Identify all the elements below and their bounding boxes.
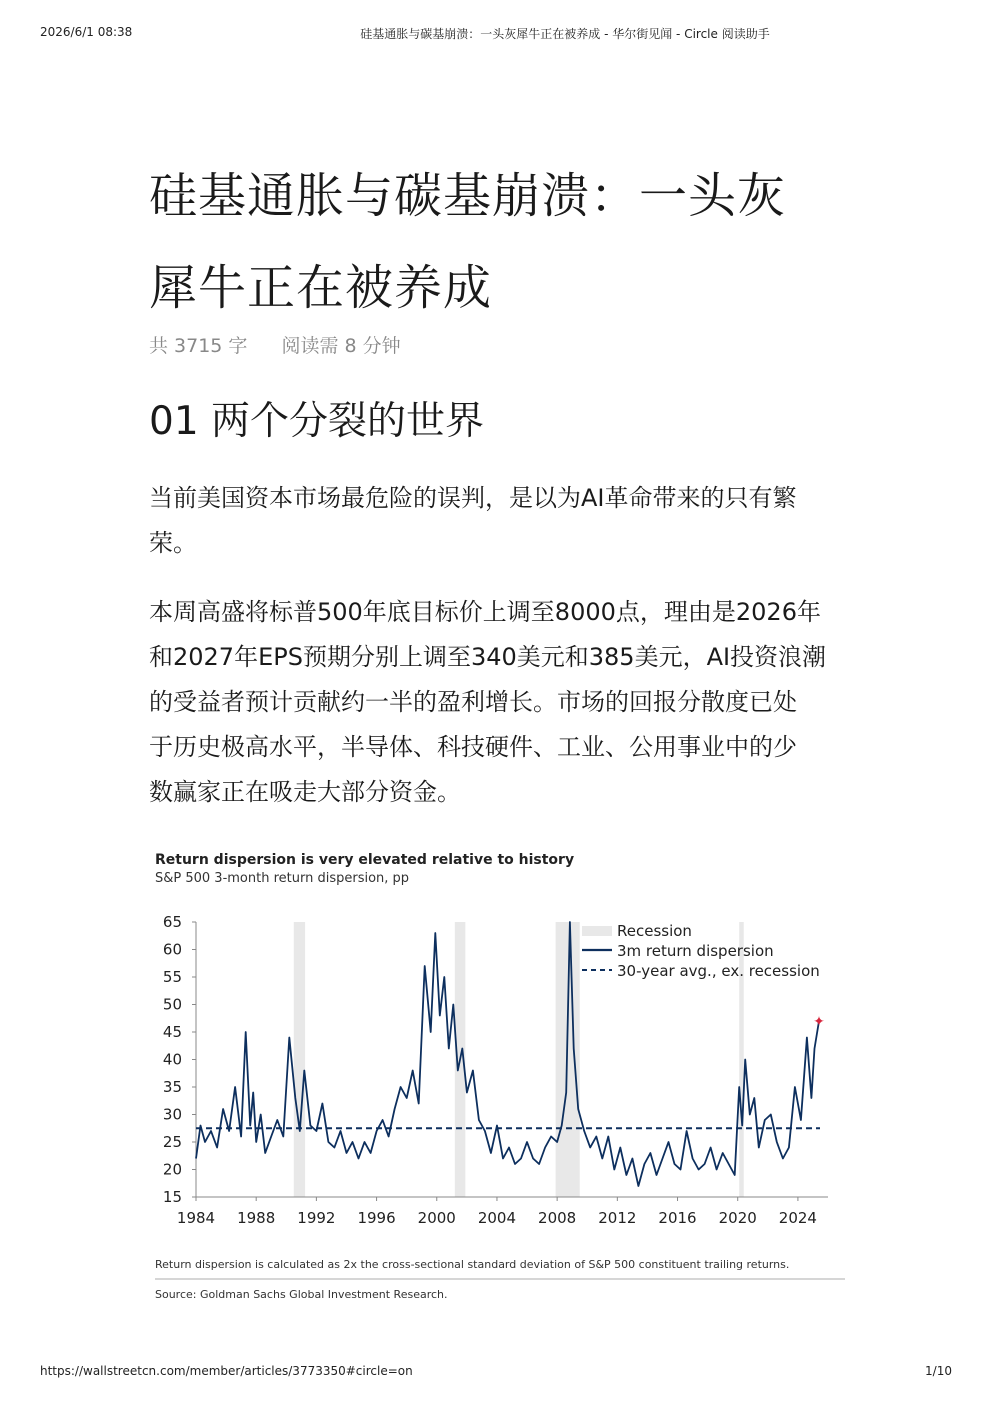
read-time: 阅读需 8 分钟 — [281, 335, 401, 357]
paragraph-line: 本周高盛将标普500年底目标价上调至8000点，理由是2026年 — [149, 598, 821, 626]
y-tick-label: 30 — [162, 1105, 182, 1124]
y-tick-label: 25 — [162, 1133, 182, 1151]
y-tick-label: 20 — [162, 1160, 182, 1179]
paragraph-line: 数赢家正在吸走大部分资金。 — [149, 778, 461, 806]
x-tick-label: 2024 — [778, 1209, 817, 1227]
y-tick-label: 45 — [162, 1023, 182, 1041]
article-title — [149, 150, 849, 334]
print-url: https://wallstreetcn.com/member/articles/3773350#circle=on — [40, 1364, 413, 1378]
x-tick-label: 1988 — [237, 1209, 276, 1227]
dispersion-chart — [150, 848, 846, 1243]
legend-label: Recession — [617, 922, 692, 940]
chart-divider — [155, 1278, 845, 1280]
x-tick-label: 1992 — [297, 1209, 336, 1227]
article-title-line: 硅基通胀与碳基崩溃：一头灰 — [149, 168, 787, 224]
x-tick-label: 1984 — [176, 1209, 216, 1227]
y-tick-label: 60 — [162, 940, 182, 959]
chart-subtitle: S&P 500 3-month return dispersion, pp — [155, 871, 410, 886]
print-page-title: 硅基通胀与碳基崩溃：一头灰犀牛正在被养成 - 华尔街见闻 - Circle 阅读助手 — [360, 27, 770, 41]
paragraph-line: 和2027年EPS预期分别上调至340美元和385美元，AI投资浪潮 — [149, 643, 827, 671]
legend-swatch-recession — [582, 926, 612, 936]
x-tick-label: 2004 — [477, 1209, 517, 1227]
y-tick-label: 50 — [162, 995, 182, 1014]
y-tick-label: 40 — [162, 1050, 182, 1069]
paragraph — [149, 590, 849, 815]
y-tick-label: 35 — [162, 1078, 182, 1096]
x-tick-label: 2016 — [658, 1209, 697, 1227]
paragraph-line: 当前美国资本市场最危险的误判，是以为AI革命带来的只有繁 — [149, 484, 797, 512]
paragraph-line: 的受益者预计贡献约一半的盈利增长。市场的回报分散度已处 — [149, 688, 797, 716]
print-date: 2026/6/1 08:38 — [40, 25, 133, 39]
x-tick-label: 1996 — [357, 1209, 396, 1227]
article-title-line: 犀牛正在被养成 — [149, 260, 493, 316]
x-tick-label: 2020 — [718, 1209, 757, 1227]
recession-band — [294, 922, 305, 1197]
article — [149, 150, 849, 815]
x-tick-label: 2000 — [417, 1209, 456, 1227]
word-count: 共 3715 字 — [149, 335, 248, 357]
x-tick-label: 2008 — [538, 1209, 577, 1227]
paragraph-line: 于历史极高水平，半导体、科技硬件、工业、公用事业中的少 — [149, 733, 797, 761]
paragraph-line: 荣。 — [149, 529, 197, 557]
y-tick-label: 65 — [162, 913, 182, 931]
y-tick-label: 55 — [162, 968, 182, 986]
article-meta — [149, 326, 849, 366]
y-tick-label: 15 — [162, 1188, 182, 1206]
latest-marker: ✦ — [813, 1014, 825, 1030]
section-heading: 01 两个分裂的世界 — [149, 399, 485, 444]
x-tick-label: 2012 — [598, 1209, 637, 1227]
legend-label: 30-year avg., ex. recession — [617, 962, 820, 980]
chart-footnote: Return dispersion is calculated as 2x the cross-sectional standard deviation of S&P 500 constituent trailing returns. — [155, 1258, 790, 1271]
chart-source: Source: Goldman Sachs Global Investment Research. — [155, 1288, 448, 1301]
print-page-number: 1/10 — [925, 1364, 952, 1378]
legend-label: 3m return dispersion — [617, 942, 774, 960]
paragraph — [149, 476, 849, 566]
chart-title: Return dispersion is very elevated relative to history — [155, 852, 575, 868]
chart-figure — [150, 848, 846, 1308]
